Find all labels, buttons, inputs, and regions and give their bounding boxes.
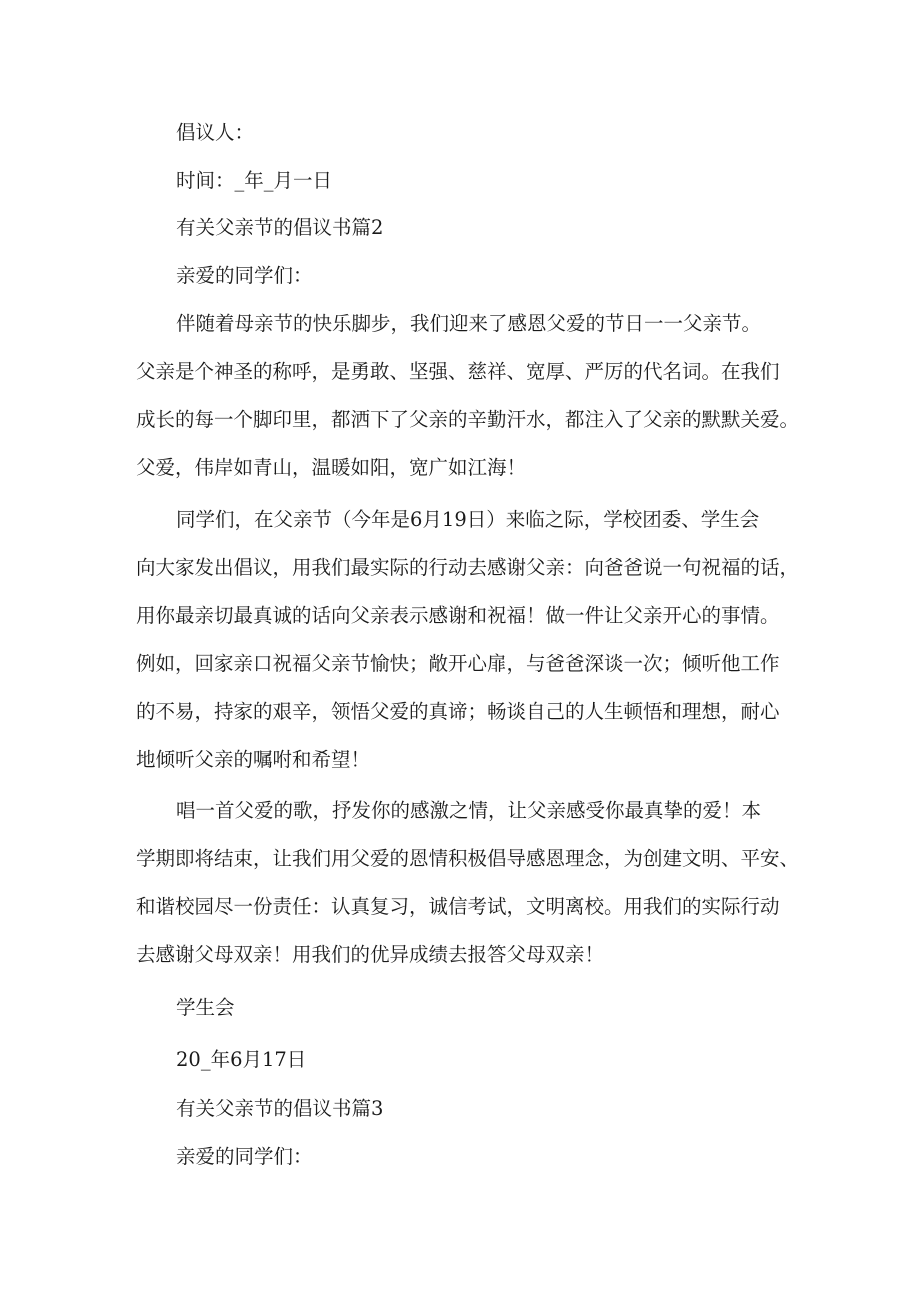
paragraph-line: 同学们，在父亲节（今年是6月19日）来临之际，学校团委、学生会: [176, 508, 760, 531]
initiator-label: 倡议人：: [176, 121, 255, 144]
section-title: 有关父亲节的倡议书篇2: [176, 216, 384, 239]
paragraph-line: 父爱，伟岸如青山，温暖如阳，宽广如江海！: [136, 456, 527, 479]
paragraph-line: 父亲是个神圣的称呼，是勇敢、坚强、慈祥、宽厚、严厉的代名词。在我们: [136, 360, 780, 383]
paragraph-line: 成长的每一个脚印里，都洒下了父亲的辛勤汗水，都注入了父亲的默默关爱。: [136, 408, 800, 431]
greeting: 亲爱的同学们：: [176, 1145, 313, 1168]
paragraph-line: 用你最亲切最真诚的话向父亲表示感谢和祝福！做一件让父亲开心的事情。: [136, 604, 780, 627]
paragraph-line: 学期即将结束，让我们用父爱的恩情积极倡导感恩理念，为创建文明、平安、: [136, 847, 800, 870]
paragraph-line: 例如，回家亲口祝福父亲节愉快；敞开心扉，与爸爸深谈一次；倾听他工作: [136, 652, 780, 675]
paragraph-line: 地倾听父亲的嘱咐和希望！: [136, 748, 371, 771]
paragraph-line: 向大家发出倡议，用我们最实际的行动去感谢父亲：向爸爸说一句祝福的话，: [136, 556, 800, 579]
paragraph-line: 的不易，持家的艰辛，领悟父爱的真谛；畅谈自己的人生顿悟和理想，耐心: [136, 700, 780, 723]
paragraph-line: 和谐校园尽一份责任：认真复习，诚信考试，文明离校。用我们的实际行动: [136, 895, 780, 918]
paragraph-line: 伴随着母亲节的快乐脚步，我们迎来了感恩父爱的节日一一父亲节。: [176, 312, 762, 335]
greeting: 亲爱的同学们：: [176, 264, 313, 287]
section-title: 有关父亲节的倡议书篇3: [176, 1097, 384, 1120]
date: 20_年6月17日: [176, 1048, 307, 1071]
signature: 学生会: [176, 996, 235, 1019]
paragraph-line: 唱一首父爱的歌，抒发你的感激之情，让父亲感受你最真挚的爱！本: [176, 799, 762, 822]
paragraph-line: 去感谢父母双亲！用我们的优异成绩去报答父母双亲！: [136, 943, 605, 966]
time-line: 时间：_年_月一日: [176, 169, 333, 192]
